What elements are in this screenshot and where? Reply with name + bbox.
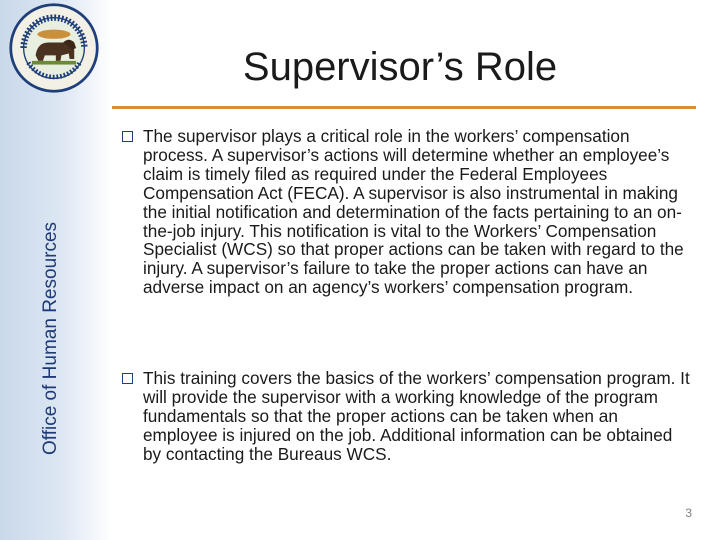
page-number: 3	[685, 506, 692, 520]
checkbox-bullet-icon	[122, 131, 133, 142]
slide-title: Supervisor’s Role	[242, 45, 558, 89]
bullet-item	[122, 369, 692, 464]
sidebar-label: Office of Human Resources	[40, 221, 61, 455]
bullet-item	[122, 127, 692, 297]
title-divider	[112, 106, 696, 109]
bullet-text: The supervisor plays a critical role in the workers’ compensation process. A supervisor’s actions will determine whether an employee’s claim is timely filed as required under the Federal Employees Compensation Act (FECA). A supervisor is also instrumental in making the initial notification and determination of the facts pertaining to an on-the-job injury. This notification is vital to the Workers’ Compensation Specialist (WCS) so that proper actions can be taken with regard to the injury. A supervisor’s failure to take the proper actions can have an adverse impact on an agency’s workers’ compensation program.	[143, 126, 684, 298]
bullet-text: This training covers the basics of the workers’ compensation program. It will provide the supervisor with a working knowledge of the program fundamentals so that the proper actions can be taken when an employee is injured on the job. Additional information can be obtained by contacting the Bureaus WCS.	[143, 368, 690, 464]
checkbox-bullet-icon	[122, 373, 133, 384]
department-seal-logo	[8, 2, 100, 94]
